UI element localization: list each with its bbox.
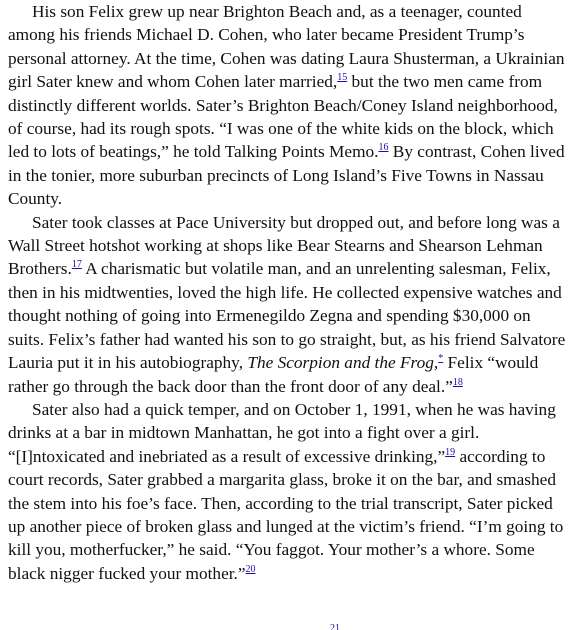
footnote-ref[interactable] [453, 377, 463, 388]
footnote-ref[interactable] [72, 259, 82, 270]
footnote-link-17[interactable]: 17 [71, 259, 82, 271]
paragraph-2 [8, 211, 568, 398]
paragraph-text: Sater took classes at Pace University but dropped out, and before long was a Wall Street hotshot working at shops like Bear Stearns and Shearson Lehman Brothers. [8, 212, 560, 279]
footnote-ref[interactable] [378, 142, 388, 153]
paragraph-text: His son Felix grew up near Brighton Beach and, as a teenager, counted among his friends Michael D. Cohen, who later became President Trump’s personal attorney. At the time, Cohen was dating Laura Shusterman, a Ukrainian girl Sater knew and whom Cohen later married, [8, 2, 565, 92]
footnote-ref[interactable] [246, 564, 256, 575]
paragraph-text: but the two men came from distinctly different worlds. Sater’s Brighton Beach/Coney Island neighborhood, of course, had its rough spots. “I was one of the white kids on the block, which led to lots of beatings,” he told Talking Points Memo. [8, 72, 558, 162]
paragraph-text: Sater also had a quick temper, and on October 1, 1991, when he was having drinks at a bar in midtown Manhattan, he got into a fight over a girl. “[I]ntoxicated and inebriated as a result of excessive drinking,” [8, 399, 556, 466]
paragraph-text: A charismatic but volatile man, and an unrelenting salesman, Felix, then in his midtwenties, loved the high life. He collected expensive watches and thought nothing of going into Ermenegildo Zegna and spending $30,000 on suits. Felix’s father had wanted his son to go straight, but, as his friend Salvatore Lauria put it in his autobiography, [8, 259, 566, 373]
footnote-link-21[interactable]: 21 [330, 624, 340, 630]
footnote-link-15[interactable]: 15 [337, 72, 348, 84]
footnote-link-20[interactable]: 20 [245, 563, 256, 575]
paragraph-text: By contrast, Cohen lived in the tonier, more suburban precincts of Long Island’s Five Towns in Nassau County. [8, 142, 565, 209]
paragraph-1 [8, 0, 568, 211]
book-title-italic: The Scorpion and the Frog, [247, 353, 439, 373]
footnote-link-18[interactable]: 18 [452, 376, 463, 388]
footnote-link-16[interactable]: 16 [378, 142, 389, 154]
footnote-ref[interactable] [337, 72, 347, 83]
footnote-ref[interactable] [445, 447, 455, 458]
book-page [8, 0, 568, 585]
footnote-link-star[interactable]: * [438, 353, 444, 365]
paragraph-text: according to court records, Sater grabbed a margarita glass, broke it on the bar, and smashed the stem into his foe’s face. Then, according to the trial transcript, Sater picked up another piece of broken glass and lunged at the victim’s friend. “I’m going to kill you, motherfucker,” he said. “You faggot. Your mother’s a whore. Some black nigger fucked your mother.” [8, 446, 564, 583]
paragraph-text: Felix “would rather go through the back door than the front door of any deal.” [8, 353, 539, 396]
paragraph-3 [8, 398, 568, 585]
footnote-link-19[interactable]: 19 [445, 446, 456, 458]
cutoff-footnote-ref[interactable] [330, 624, 340, 630]
